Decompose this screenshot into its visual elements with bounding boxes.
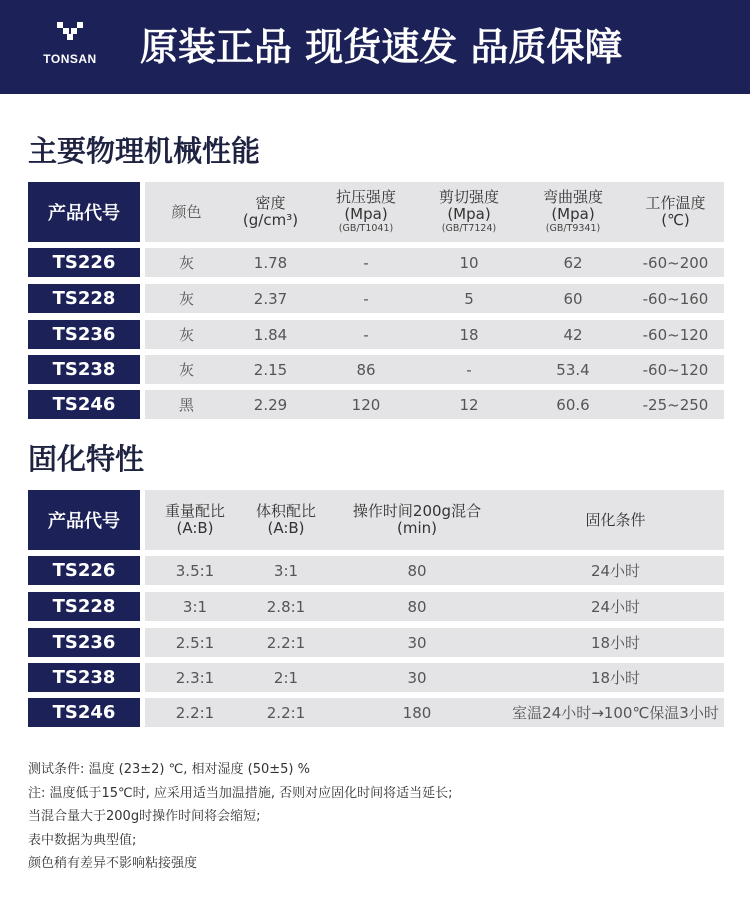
cell-work-time: 30	[407, 668, 427, 687]
mechanical-properties-table	[28, 182, 724, 422]
cell-density: 2.37	[253, 289, 288, 308]
cell-compressive: -	[363, 289, 369, 308]
table-row	[28, 556, 724, 585]
product-code: TS228	[28, 592, 140, 621]
cell-work-time: 30	[407, 633, 427, 652]
logo-text: TONSAN	[43, 52, 97, 66]
cell-color: 黑	[178, 395, 194, 414]
table-header-row	[28, 490, 724, 550]
cell-work-temp: -60~120	[642, 360, 709, 379]
cell-work-temp: -25~250	[642, 395, 709, 414]
product-code: TS246	[28, 698, 140, 727]
header-weight-ratio: 重量配比 (A:B)	[164, 502, 225, 537]
cell-curing-condition: 室温24小时→100℃保温3小时	[512, 703, 719, 722]
cell-volume-ratio: 2.2:1	[266, 703, 306, 722]
header-banner	[0, 0, 750, 94]
cell-shear: 12	[459, 395, 479, 414]
cell-weight-ratio: 2.3:1	[175, 668, 215, 687]
tonsan-logo-icon	[57, 22, 83, 44]
brand-logo	[30, 22, 110, 72]
note-line: 当混合量大于200g时操作时间将会缩短;	[28, 809, 261, 824]
banner-slogan: 原装正品 现货速发 品质保障	[140, 25, 623, 69]
table-row	[28, 592, 724, 621]
table-row	[28, 663, 724, 692]
header-volume-ratio: 体积配比 (A:B)	[255, 502, 316, 537]
product-code: TS238	[28, 355, 140, 384]
cell-weight-ratio: 3.5:1	[175, 561, 215, 580]
table-row	[28, 320, 724, 349]
product-code: TS236	[28, 628, 140, 657]
header-density: 密度 (g/cm³)	[242, 194, 299, 229]
cell-flexural: 60	[563, 289, 583, 308]
cell-compressive: 120	[351, 395, 381, 414]
header-color: 颜色	[171, 203, 202, 221]
table-row	[28, 628, 724, 657]
section-title-curing: 固化特性	[28, 442, 145, 476]
header-product-code: 产品代号	[28, 182, 140, 242]
cell-volume-ratio: 2.8:1	[266, 597, 306, 616]
cell-flexural: 62	[563, 253, 583, 272]
product-code: TS226	[28, 556, 140, 585]
cell-density: 2.15	[253, 360, 288, 379]
section-title-mechanical: 主要物理机械性能	[28, 134, 261, 168]
cell-density: 2.29	[253, 395, 288, 414]
product-code: TS226	[28, 248, 140, 277]
header-product-code: 产品代号	[28, 490, 140, 550]
cell-volume-ratio: 2.2:1	[266, 633, 306, 652]
table-row	[28, 284, 724, 313]
cell-density: 1.78	[253, 253, 288, 272]
curing-properties-table	[28, 490, 724, 730]
cell-volume-ratio: 2:1	[273, 668, 299, 687]
cell-work-temp: -60~120	[642, 325, 709, 344]
cell-shear: -	[466, 360, 472, 379]
cell-compressive: -	[363, 253, 369, 272]
cell-flexural: 53.4	[556, 360, 590, 379]
cell-shear: 5	[464, 289, 474, 308]
header-work-time: 操作时间200g混合 (min)	[352, 502, 482, 537]
cell-volume-ratio: 3:1	[273, 561, 299, 580]
note-line: 测试条件: 温度 (23±2) ℃, 相对湿度 (50±5) %	[28, 762, 310, 777]
table-row	[28, 248, 724, 277]
cell-flexural: 42	[563, 325, 583, 344]
cell-color: 灰	[178, 289, 194, 308]
cell-compressive: 86	[356, 360, 376, 379]
header-compressive: 抗压强度 (Mpa) (GB/T1041)	[335, 188, 396, 234]
table-row	[28, 355, 724, 384]
cell-weight-ratio: 3:1	[182, 597, 208, 616]
header-flexural: 弯曲强度 (Mpa) (GB/T9341)	[542, 188, 603, 234]
header-shear: 剪切强度 (Mpa) (GB/T7124)	[438, 188, 499, 234]
product-code: TS236	[28, 320, 140, 349]
cell-curing-condition: 24小时	[590, 597, 641, 616]
header-curing-condition: 固化条件	[585, 511, 646, 529]
cell-work-time: 80	[407, 561, 427, 580]
cell-weight-ratio: 2.2:1	[175, 703, 215, 722]
cell-color: 灰	[178, 253, 194, 272]
cell-color: 灰	[178, 325, 194, 344]
table-header-row	[28, 182, 724, 242]
cell-curing-condition: 24小时	[590, 561, 641, 580]
cell-color: 灰	[178, 360, 194, 379]
note-line: 注: 温度低于15℃时, 应采用适当加温措施, 否则对应固化时间将适当延长;	[28, 785, 453, 801]
note-line: 表中数据为典型值;	[28, 832, 137, 848]
cell-density: 1.84	[253, 325, 288, 344]
cell-weight-ratio: 2.5:1	[175, 633, 215, 652]
cell-flexural: 60.6	[556, 395, 590, 414]
product-code: TS228	[28, 284, 140, 313]
cell-work-time: 180	[402, 703, 432, 722]
product-code: TS238	[28, 663, 140, 692]
note-line: 颜色稍有差异不影响粘接强度	[28, 856, 198, 871]
cell-curing-condition: 18小时	[590, 633, 641, 652]
cell-work-temp: -60~160	[642, 289, 709, 308]
test-notes	[28, 758, 728, 876]
cell-work-temp: -60~200	[642, 253, 709, 272]
table-row	[28, 698, 724, 727]
cell-shear: 10	[459, 253, 479, 272]
cell-work-time: 80	[407, 597, 427, 616]
header-work-temp: 工作温度 (℃)	[645, 194, 706, 229]
product-code: TS246	[28, 390, 140, 419]
table-row	[28, 390, 724, 419]
cell-curing-condition: 18小时	[590, 668, 641, 687]
cell-shear: 18	[459, 325, 479, 344]
cell-compressive: -	[363, 325, 369, 344]
